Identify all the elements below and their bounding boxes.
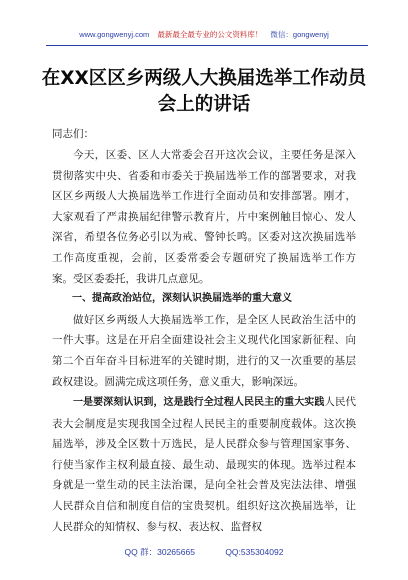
footer-qq: QQ:535304092 bbox=[225, 547, 284, 557]
footer-qq-group: QQ 群：30265665 bbox=[124, 547, 195, 557]
header-divider bbox=[46, 45, 368, 46]
greeting: 同志们： bbox=[52, 128, 94, 140]
point-1-text: 人民代表大会制度是实现我国全过程人民民主的重要制度载体。这次换届选举，涉及全区数十万选民，是人民群众参与管理国家事务、行使当家作主权利最直接、最生动、最现实的体现。选举过程本身就是一堂生动的民主法治课，是向全社会普及宪法法律、增强人民群众自信和制度自信的宝贵契机。组织好这次换届选举，让人民群众的知情权、参与权、表达权、监督权 bbox=[52, 396, 357, 533]
page-footer bbox=[0, 547, 408, 558]
header-wechat: 微信：gongwenyj bbox=[270, 30, 329, 39]
document-title bbox=[40, 66, 368, 118]
document-body bbox=[52, 124, 356, 537]
page-header bbox=[0, 30, 408, 40]
paragraph-intro: 今天，区委、区人大常委会召开这次会议，主要任务是深入贯彻落实中央、省委和市委关于换届选举工作的部署要求，对我区区乡两级人大换届选举工作进行全面动员和安排部署。刚才，大家观看了严肃换届纪律警示教育片，片中案例触目惊心、发人深省，希望各位务必引以为戒、警钟长鸣。区委对这次换届选举工作高度重视，会前，区委常委会专题研究了换届选举工作方案。受区委委托，我讲几点意见。 bbox=[52, 148, 356, 285]
paragraph-significance: 做好区乡两级人大换届选举工作，是全区人民政治生活中的一件大事。这是在开启全面建设社会主义现代化国家新征程、向第二个百年奋斗目标进军的关键时期，进行的又一次重要的基层政权建设。圆满完成这项任务，意义重大，影响深远。 bbox=[52, 313, 356, 388]
point-1-lead: 一是要深刻认识到，这是践行全过程人民民主的重大实践 bbox=[73, 397, 325, 409]
paragraph-point-1 bbox=[52, 392, 356, 537]
document-body-viewport bbox=[0, 124, 408, 544]
header-slogan: 最新最全最专业的公文资料库！ bbox=[157, 30, 263, 39]
title-line-2: 会上的讲话 bbox=[157, 94, 251, 115]
title-line-1: 在XX区区乡两级人大换届选举工作动员 bbox=[41, 68, 367, 89]
header-site-link[interactable]: www.gongwenyj.com bbox=[79, 30, 150, 39]
section-heading-1: 一、提高政治站位，深刻认识换届选举的重大意义 bbox=[72, 293, 292, 305]
